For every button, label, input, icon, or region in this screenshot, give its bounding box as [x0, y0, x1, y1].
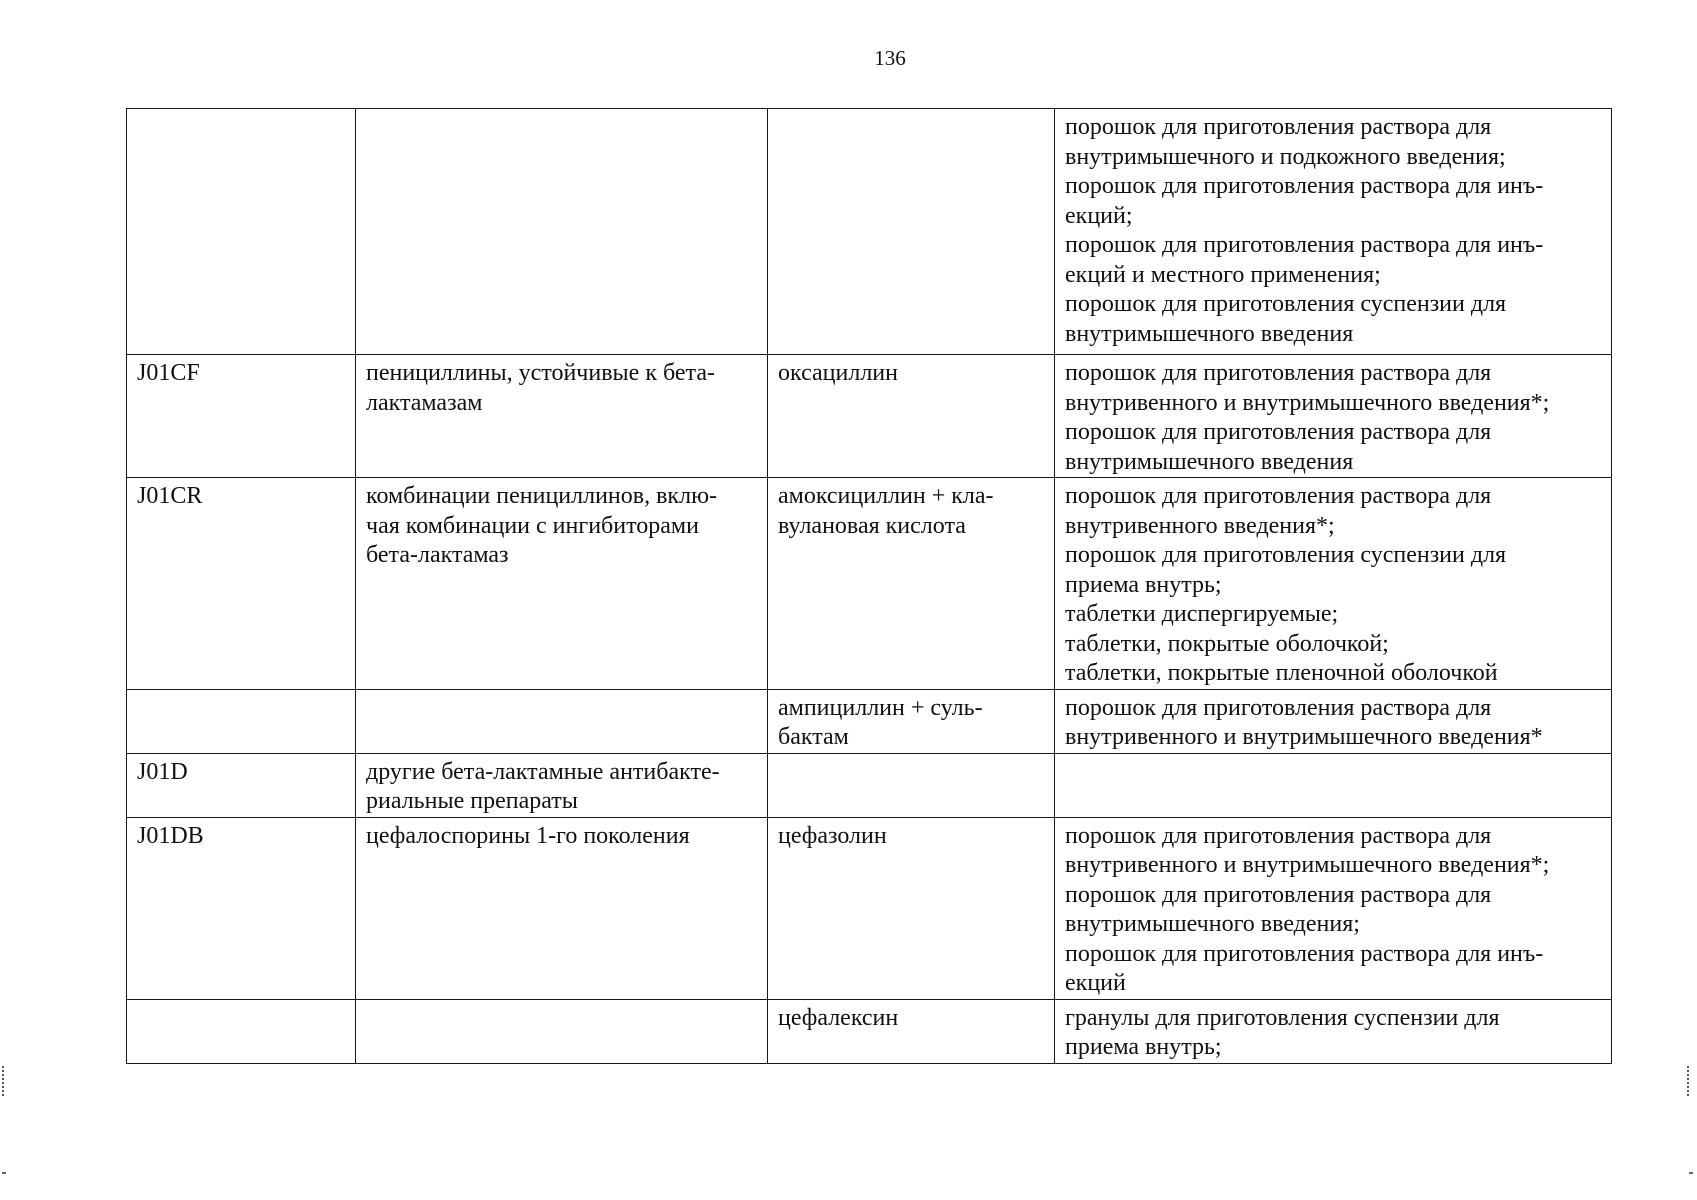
atc-code-cell: J01CF: [127, 355, 356, 478]
atc-code-cell: [127, 109, 356, 355]
atc-code-cell: [127, 999, 356, 1063]
atc-code-cell: J01DB: [127, 817, 356, 999]
drug-cell: [768, 109, 1055, 355]
dosage-form-cell: порошок для приготовления раствора для внутривенного введения*; порошок для приготовления суспензии для приема внутрь; таблетки диспергируемые; таблетки, покрытые оболочкой; таблетки, покрытые пленочной оболочкой: [1055, 478, 1612, 690]
dosage-form-cell: порошок для приготовления раствора для внутривенного и внутримышечного введения*; порошок для приготовления раствора для внутримышечного введения; порошок для приготовления раствора для инъ- екций: [1055, 817, 1612, 999]
table-row: [127, 109, 1612, 355]
drug-cell: оксациллин: [768, 355, 1055, 478]
atc-code-cell: [127, 689, 356, 753]
atc-code-cell: J01D: [127, 753, 356, 817]
drug-cell: цефалексин: [768, 999, 1055, 1063]
group-cell: пенициллины, устойчивые к бета- лактамазам: [356, 355, 768, 478]
group-cell: [356, 689, 768, 753]
scan-tick-mark: [1689, 1172, 1693, 1174]
group-cell: [356, 999, 768, 1063]
dosage-form-cell: порошок для приготовления раствора для внутривенного и внутримышечного введения*: [1055, 689, 1612, 753]
drug-table: [126, 108, 1612, 1064]
scan-edge-mark: [2, 1066, 6, 1096]
group-cell: цефалоспорины 1-го поколения: [356, 817, 768, 999]
page-number: 136: [874, 46, 906, 70]
group-cell: другие бета-лактамные антибакте- риальные препараты: [356, 753, 768, 817]
table-row: [127, 817, 1612, 999]
table-row: [127, 753, 1612, 817]
drug-cell: цефазолин: [768, 817, 1055, 999]
group-cell: [356, 109, 768, 355]
drug-cell: ампициллин + суль- бактам: [768, 689, 1055, 753]
group-cell: комбинации пенициллинов, вклю- чая комбинации с ингибиторами бета-лактамаз: [356, 478, 768, 690]
atc-code-cell: J01CR: [127, 478, 356, 690]
drug-cell: [768, 753, 1055, 817]
table-row: [127, 999, 1612, 1063]
dosage-form-cell: порошок для приготовления раствора для внутримышечного и подкожного введения; порошок для приготовления раствора для инъ- екций; порошок для приготовления раствора для инъ- екций и местного применения; порошок для приготовления суспензии для внутримышечного введения: [1055, 109, 1612, 355]
table-row: [127, 478, 1612, 690]
scan-edge-mark: [1687, 1066, 1691, 1096]
scan-tick-mark: [2, 1172, 6, 1174]
dosage-form-cell: гранулы для приготовления суспензии для приема внутрь;: [1055, 999, 1612, 1063]
table-row: [127, 689, 1612, 753]
dosage-form-cell: [1055, 753, 1612, 817]
drug-cell: амоксициллин + кла- вулановая кислота: [768, 478, 1055, 690]
table-row: [127, 355, 1612, 478]
dosage-form-cell: порошок для приготовления раствора для внутривенного и внутримышечного введения*; порошок для приготовления раствора для внутримышечного введения: [1055, 355, 1612, 478]
